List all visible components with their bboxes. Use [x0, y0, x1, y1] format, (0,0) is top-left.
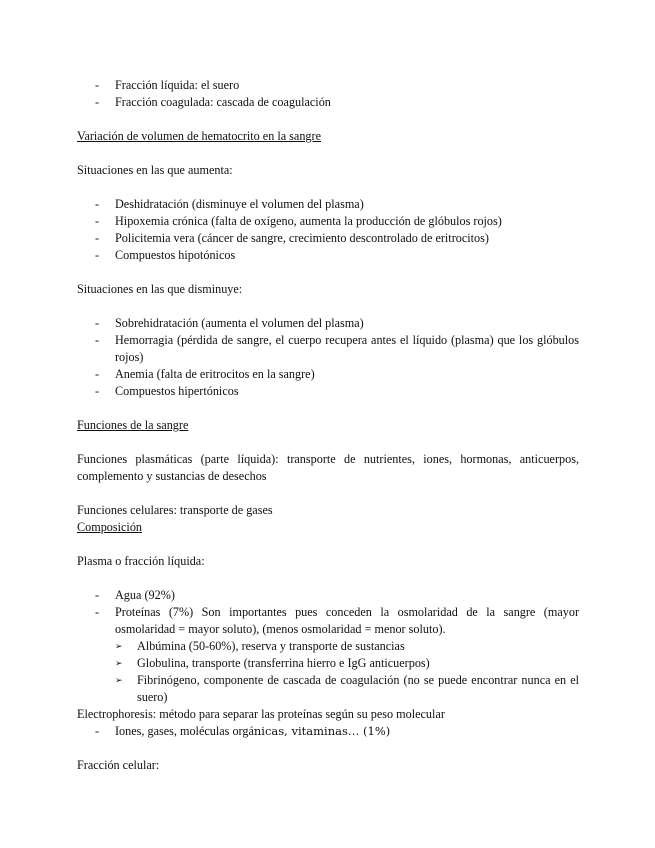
dash-marker: - [95, 248, 100, 262]
list-item-text: Hipoxemia crónica (falta de oxígeno, aumenta la producción de glóbulos rojos) [115, 214, 502, 228]
aumenta-list [77, 196, 579, 264]
funciones-celulares: Funciones celulares: transporte de gases [77, 503, 273, 517]
list-item-text-end: nicas, vitaminas… (1%) [253, 724, 391, 738]
dash-marker: - [95, 367, 100, 381]
intro-list [77, 77, 579, 111]
list-item-text: Proteínas (7%) Son importantes pues conceden la osmolaridad de la sangre (mayor osmolaridad = mayor soluto), (menos osmolaridad = menor soluto). [115, 605, 579, 636]
dash-marker: - [95, 605, 100, 619]
list-item-text: Fibrinógeno, componente de cascada de coagulación (no se puede encontrar nunca en el suero) [137, 673, 579, 704]
electrophoresis-line: Electrophoresis: método para separar las proteínas según su peso molecular [77, 707, 445, 721]
list-item-text: Deshidratación (disminuye el volumen del plasma) [115, 197, 364, 211]
dash-marker: - [95, 724, 100, 738]
list-item [77, 604, 579, 638]
list-item-text-start: Iones, gases, moléculas orgá [115, 724, 254, 738]
dash-marker: - [95, 197, 100, 211]
fraccion-celular-label: Fracción celular: [77, 758, 160, 772]
list-item-text: Compuestos hipotónicos [115, 248, 236, 262]
iones-list [77, 723, 579, 740]
sub-list-item [77, 672, 579, 706]
sub-list-item [77, 655, 579, 672]
list-item [77, 77, 579, 94]
list-item [77, 315, 579, 332]
dash-marker: - [95, 384, 100, 398]
list-item [77, 230, 579, 247]
list-item-text: Albúmina (50-60%), reserva y transporte de sustancias [137, 639, 405, 653]
list-item-text: Policitemia vera (cáncer de sangre, crecimiento descontrolado de eritrocitos) [115, 231, 489, 245]
funciones-plasmaticas: Funciones plasmáticas (parte líquida): transporte de nutrientes, iones, hormonas, anticuerpos, complemento y sustancias de desechos [77, 452, 579, 483]
list-item-text: Fracción coagulada: cascada de coagulación [115, 95, 331, 109]
dash-marker: - [95, 231, 100, 245]
dash-marker: - [95, 214, 100, 228]
list-item [77, 366, 579, 383]
list-item [77, 196, 579, 213]
list-item-text: Agua (92%) [115, 588, 175, 602]
arrow-bullet-icon: ➢ [115, 641, 123, 651]
list-item-text: Compuestos hipertónicos [115, 384, 239, 398]
document-body [77, 77, 579, 774]
composicion-list [77, 587, 579, 706]
hematocrito-heading: Variación de volumen de hematocrito en la sangre [77, 129, 321, 143]
list-item-text: Hemorragia (pérdida de sangre, el cuerpo recupera antes el líquido (plasma) que los glóbulos rojos) [115, 333, 579, 364]
list-item-text: Anemia (falta de eritrocitos en la sangre) [115, 367, 315, 381]
dash-marker: - [95, 316, 100, 330]
disminuye-list [77, 315, 579, 400]
list-item [77, 587, 579, 604]
arrow-bullet-icon: ➢ [115, 658, 123, 668]
list-item-text: Globulina, transporte (transferrina hierro e IgG anticuerpos) [137, 656, 430, 670]
list-item [77, 723, 579, 740]
dash-marker: - [95, 78, 100, 92]
aumenta-label: Situaciones en las que aumenta: [77, 163, 233, 177]
list-item-text: Sobrehidratación (aumenta el volumen del plasma) [115, 316, 364, 330]
list-item-text: Fracción líquida: el suero [115, 78, 240, 92]
list-item [77, 247, 579, 264]
list-item [77, 94, 579, 111]
list-item [77, 383, 579, 400]
disminuye-label: Situaciones en las que disminuye: [77, 282, 243, 296]
sub-list-item [77, 638, 579, 655]
dash-marker: - [95, 333, 100, 347]
dash-marker: - [95, 588, 100, 602]
list-item [77, 332, 579, 366]
plasma-label: Plasma o fracción líquida: [77, 554, 205, 568]
list-item [77, 213, 579, 230]
composicion-heading: Composición [77, 520, 143, 534]
arrow-bullet-icon: ➢ [115, 675, 123, 685]
dash-marker: - [95, 95, 100, 109]
funciones-heading: Funciones de la sangre [77, 418, 189, 432]
